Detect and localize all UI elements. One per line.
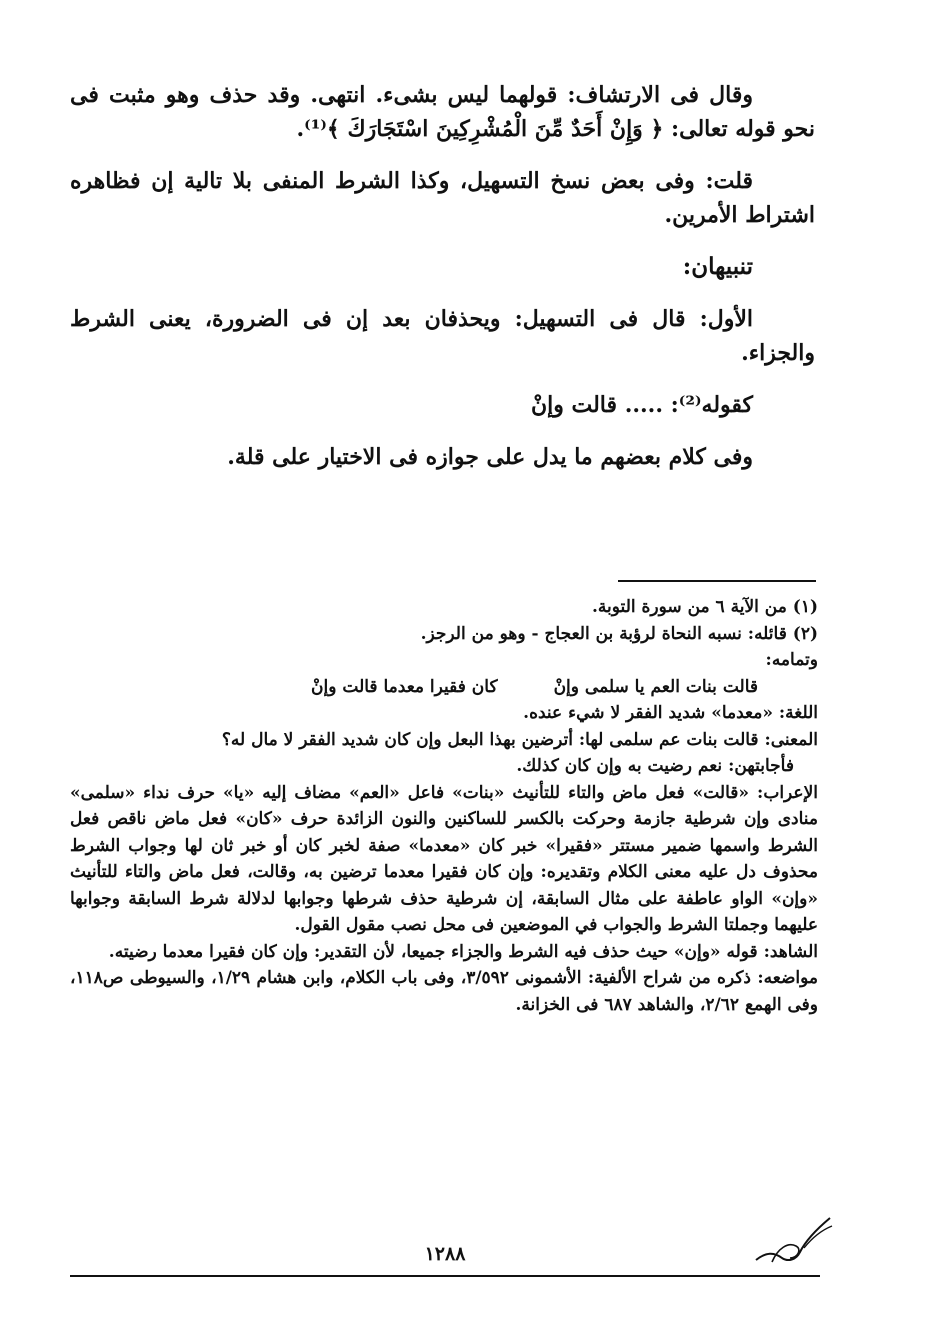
main-text: [70, 78, 815, 474]
verse-first-hemistich: قالت بنات العم يا سلمى وإنْ: [553, 676, 758, 697]
poem-verse: [70, 674, 818, 701]
footnote-shahid: الشاهد: قوله «وإن» حيث حذف فيه الشرط والجزاء جميعا، لأن التقدير: وإن كان فقيرا معدما رضيته.: [108, 941, 818, 962]
paragraph-conclusion: وفى كلام بعضهم ما يدل على جوازه فى الاختيار على قلة.: [227, 444, 753, 470]
verse-second-hemistich: كان فقيرا معدما قالت وإنْ: [311, 676, 498, 697]
footnote-irab: الإعراب: «قالت» فعل ماض والتاء للتأنيث «بنات» فاعل «العم» مضاف إليه «يا» حرف نداء «سلمى» منادى وإن شرطية جازمة وحركت بالكسر للساكنين والنون الزائدة حرف «كان» فعل ماض ناقص فعل الشرط واسمها ضمير مستتر «فقيرا» خبر كان «معدما» صفة لخبر كان أو خبر ثان لها وجواب الشرط محذوف دل عليه معنى الكلام وتقديره: وإن كان فقيرا معدما ترضين به، وقالت، فعل ماض والتاء للتأنيث «وإن» الواو عاطفة على مثال السابقة، إن شرطية حذف شرطها وجوابها لدلالة شرط السابقة وجوابها عليهما وجملتا الشرط والجواب في الموضعين فى محل نصب مقول القول.: [70, 782, 818, 935]
section-heading: تنبيهان:: [682, 253, 753, 280]
flourish-ornament-icon: [752, 1212, 834, 1268]
footnote-maana-cont: فأجابتهن: نعم رضيت به وإن كان كذلك.: [516, 756, 794, 776]
page-number: ١٢٨٨: [424, 1243, 466, 1265]
paragraph-tashil-copies: قلت: وفى بعض نسخ التسهيل، وكذا الشرط المنفى بلا تالية إن فظاهره اشتراط الأمرين.: [70, 168, 815, 228]
footnote-2: (٢) قائله: نسبه النحاة لرؤبة بن العجاج - وهو من الرجز.: [420, 623, 818, 644]
paragraph-irtishaf: وقال فى الارتشاف: قولهما ليس بشىء. انتهى. وقد حذف وهو مثبت فى نحو قوله تعالى: ﴿ وَإِنْ أَحَدٌ مِّنَ الْمُشْرِكِينَ اسْتَجَارَكَ ﴾⁽¹⁾.: [70, 82, 815, 142]
footnote-maana: المعنى: قالت بنات عم سلمى لها: أترضين بهذا البعل وإن كان شديد الفقر لا مال له؟: [221, 729, 818, 750]
footnote-mawadiuh: مواضعه: ذكره من شراح الألفية: الأشمونى ٣/٥٩٢، وفى باب الكلام، وابن هشام ١/٢٩، والسيوطى ص١١٨، وفى الهمع ٢/٦٢، والشاهد ٦٨٧ فى الخزانة.: [70, 968, 818, 1015]
bottom-rule: [70, 1275, 820, 1277]
footnote-1: (١) من الآية ٦ من سورة التوبة.: [592, 597, 818, 617]
paragraph-first-note: الأول: قال فى التسهيل: ويحذفان بعد إن فى الضرورة، يعنى الشرط والجزاء.: [70, 306, 815, 366]
footnote-lugha: اللغة: «معدما» شديد الفقر لا شيء عنده.: [523, 703, 818, 723]
footnote-separator: [618, 580, 816, 582]
footnote-tamamuh: وتمامه:: [765, 650, 818, 670]
paragraph-example-verse: كقوله⁽²⁾: ..... قالت وإنْ: [530, 392, 753, 418]
footnotes: [70, 594, 818, 1018]
